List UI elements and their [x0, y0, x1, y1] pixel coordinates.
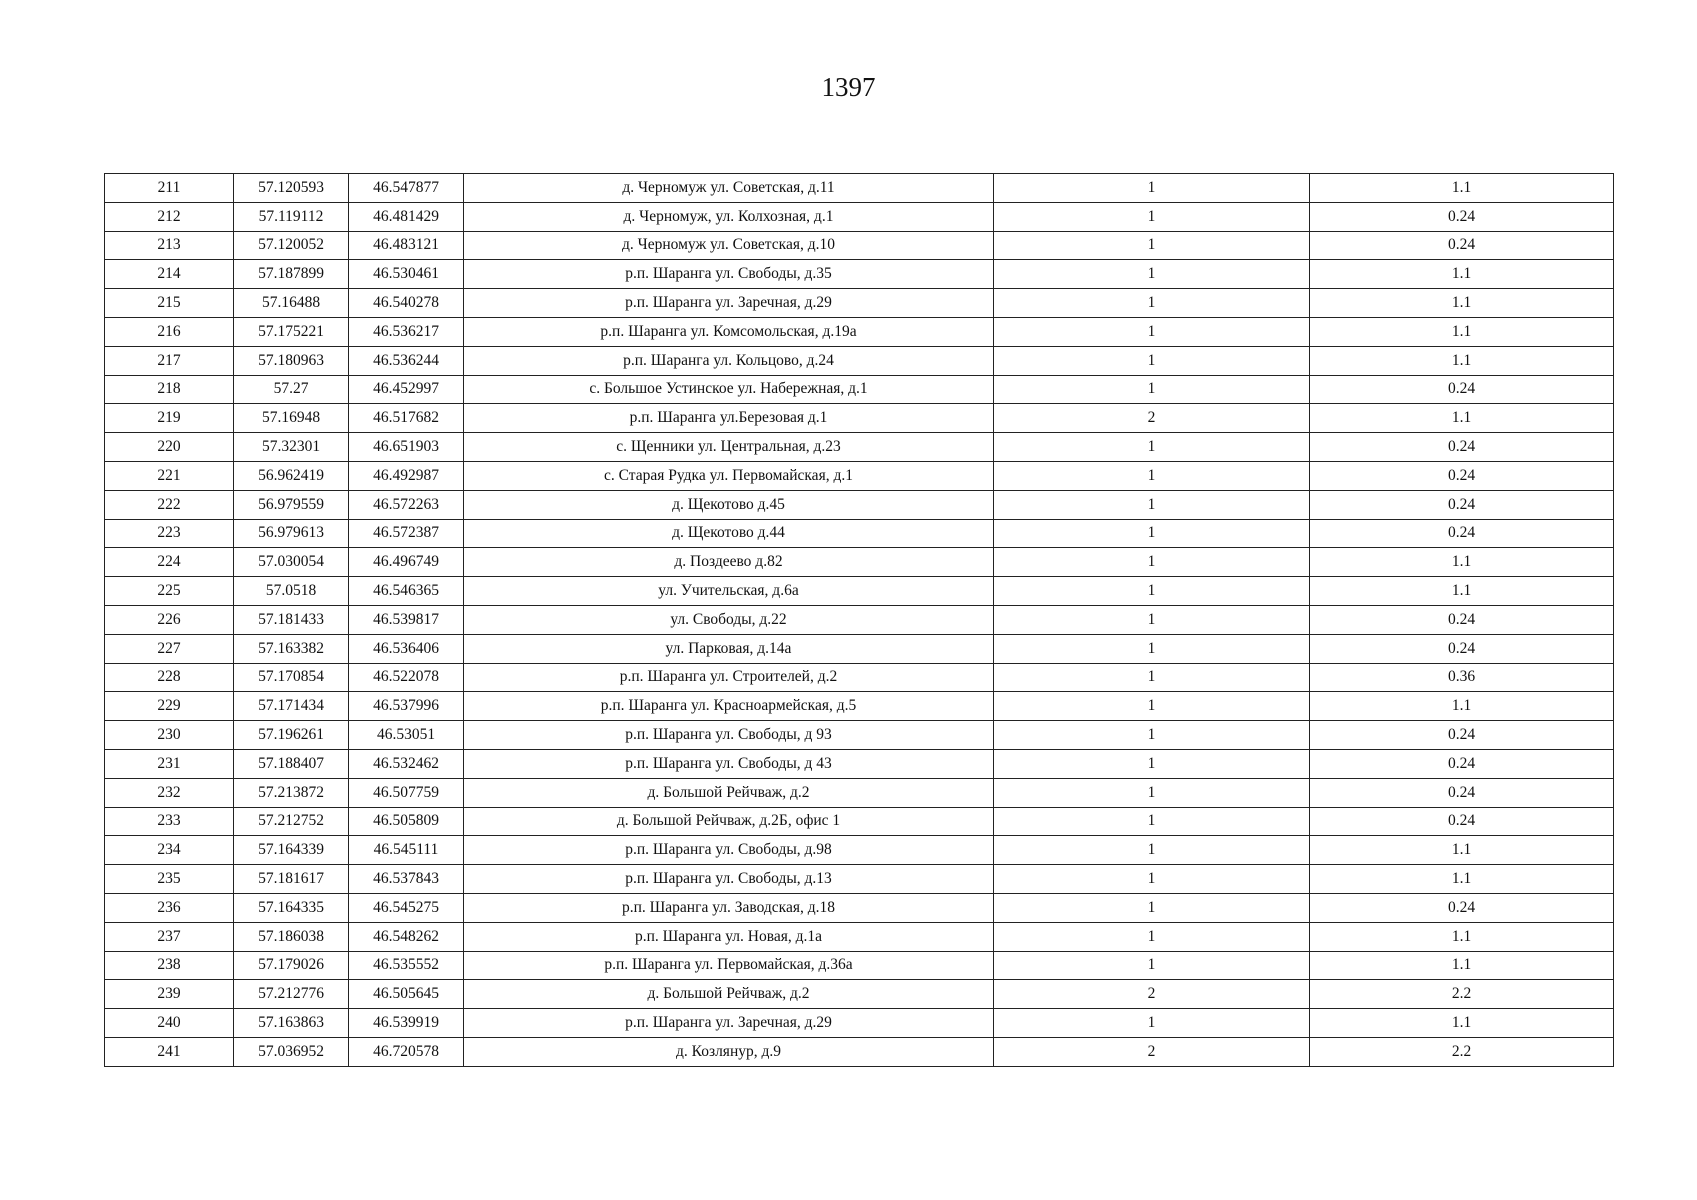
longitude-cell: 46.539919	[349, 1009, 464, 1038]
longitude-cell: 46.522078	[349, 663, 464, 692]
latitude-cell: 57.213872	[234, 778, 349, 807]
latitude-cell: 57.163863	[234, 1009, 349, 1038]
table-row	[105, 721, 1614, 750]
value-cell: 0.24	[1310, 605, 1614, 634]
longitude-cell: 46.507759	[349, 778, 464, 807]
row-number-cell: 216	[105, 317, 234, 346]
count-cell: 1	[994, 317, 1310, 346]
count-cell: 1	[994, 778, 1310, 807]
value-cell: 2.2	[1310, 980, 1614, 1009]
latitude-cell: 57.175221	[234, 317, 349, 346]
data-table	[104, 173, 1614, 1067]
row-number-cell: 238	[105, 951, 234, 980]
count-cell: 1	[994, 346, 1310, 375]
latitude-cell: 57.187899	[234, 260, 349, 289]
latitude-cell: 57.181617	[234, 865, 349, 894]
row-number-cell: 240	[105, 1009, 234, 1038]
table-row	[105, 922, 1614, 951]
latitude-cell: 57.163382	[234, 634, 349, 663]
table-row	[105, 1009, 1614, 1038]
table-row	[105, 980, 1614, 1009]
value-cell: 1.1	[1310, 548, 1614, 577]
latitude-cell: 57.030054	[234, 548, 349, 577]
longitude-cell: 46.546365	[349, 577, 464, 606]
value-cell: 1.1	[1310, 922, 1614, 951]
address-cell: д. Большой Рейчваж, д.2	[464, 778, 994, 807]
count-cell: 2	[994, 404, 1310, 433]
count-cell: 1	[994, 202, 1310, 231]
longitude-cell: 46.452997	[349, 375, 464, 404]
latitude-cell: 57.171434	[234, 692, 349, 721]
count-cell: 1	[994, 893, 1310, 922]
count-cell: 2	[994, 980, 1310, 1009]
latitude-cell: 57.036952	[234, 1037, 349, 1066]
row-number-cell: 221	[105, 461, 234, 490]
row-number-cell: 234	[105, 836, 234, 865]
latitude-cell: 57.170854	[234, 663, 349, 692]
longitude-cell: 46.505809	[349, 807, 464, 836]
value-cell: 1.1	[1310, 865, 1614, 894]
longitude-cell: 46.492987	[349, 461, 464, 490]
table-row	[105, 893, 1614, 922]
table-row	[105, 778, 1614, 807]
count-cell: 1	[994, 174, 1310, 203]
count-cell: 1	[994, 749, 1310, 778]
value-cell: 0.24	[1310, 519, 1614, 548]
address-cell: д. Поздеево д.82	[464, 548, 994, 577]
latitude-cell: 57.119112	[234, 202, 349, 231]
count-cell: 1	[994, 490, 1310, 519]
table-row	[105, 317, 1614, 346]
longitude-cell: 46.548262	[349, 922, 464, 951]
longitude-cell: 46.481429	[349, 202, 464, 231]
row-number-cell: 237	[105, 922, 234, 951]
table-row	[105, 461, 1614, 490]
address-cell: р.п. Шаранга ул. Первомайская, д.36а	[464, 951, 994, 980]
count-cell: 1	[994, 577, 1310, 606]
latitude-cell: 57.0518	[234, 577, 349, 606]
latitude-cell: 56.979613	[234, 519, 349, 548]
latitude-cell: 57.196261	[234, 721, 349, 750]
count-cell: 1	[994, 807, 1310, 836]
address-cell: р.п. Шаранга ул. Красноармейская, д.5	[464, 692, 994, 721]
row-number-cell: 211	[105, 174, 234, 203]
count-cell: 1	[994, 951, 1310, 980]
value-cell: 0.24	[1310, 807, 1614, 836]
latitude-cell: 57.186038	[234, 922, 349, 951]
latitude-cell: 57.179026	[234, 951, 349, 980]
value-cell: 1.1	[1310, 692, 1614, 721]
row-number-cell: 235	[105, 865, 234, 894]
row-number-cell: 227	[105, 634, 234, 663]
row-number-cell: 232	[105, 778, 234, 807]
longitude-cell: 46.505645	[349, 980, 464, 1009]
address-cell: д. Большой Рейчваж, д.2	[464, 980, 994, 1009]
table-row	[105, 634, 1614, 663]
address-cell: с. Старая Рудка ул. Первомайская, д.1	[464, 461, 994, 490]
value-cell: 0.24	[1310, 490, 1614, 519]
latitude-cell: 57.181433	[234, 605, 349, 634]
row-number-cell: 229	[105, 692, 234, 721]
address-cell: д. Щекотово д.45	[464, 490, 994, 519]
page-number: 1397	[821, 72, 876, 102]
table-row	[105, 605, 1614, 634]
longitude-cell: 46.547877	[349, 174, 464, 203]
latitude-cell: 56.979559	[234, 490, 349, 519]
table-row	[105, 231, 1614, 260]
address-cell: р.п. Шаранга ул. Свободы, д.35	[464, 260, 994, 289]
table-row	[105, 202, 1614, 231]
table-row	[105, 375, 1614, 404]
table-row	[105, 433, 1614, 462]
value-cell: 1.1	[1310, 1009, 1614, 1038]
count-cell: 1	[994, 865, 1310, 894]
value-cell: 0.24	[1310, 231, 1614, 260]
latitude-cell: 57.16488	[234, 289, 349, 318]
longitude-cell: 46.536244	[349, 346, 464, 375]
row-number-cell: 222	[105, 490, 234, 519]
address-cell: д. Большой Рейчваж, д.2Б, офис 1	[464, 807, 994, 836]
longitude-cell: 46.532462	[349, 749, 464, 778]
row-number-cell: 230	[105, 721, 234, 750]
address-cell: р.п. Шаранга ул. Заречная, д.29	[464, 289, 994, 318]
longitude-cell: 46.540278	[349, 289, 464, 318]
row-number-cell: 218	[105, 375, 234, 404]
latitude-cell: 57.16948	[234, 404, 349, 433]
address-cell: ул. Свободы, д.22	[464, 605, 994, 634]
address-cell: д. Черномуж ул. Советская, д.10	[464, 231, 994, 260]
count-cell: 1	[994, 721, 1310, 750]
longitude-cell: 46.483121	[349, 231, 464, 260]
longitude-cell: 46.720578	[349, 1037, 464, 1066]
table-row	[105, 836, 1614, 865]
row-number-cell: 241	[105, 1037, 234, 1066]
longitude-cell: 46.536217	[349, 317, 464, 346]
value-cell: 2.2	[1310, 1037, 1614, 1066]
count-cell: 1	[994, 605, 1310, 634]
address-cell: р.п. Шаранга ул.Березовая д.1	[464, 404, 994, 433]
longitude-cell: 46.651903	[349, 433, 464, 462]
table-row	[105, 749, 1614, 778]
value-cell: 1.1	[1310, 289, 1614, 318]
value-cell: 1.1	[1310, 951, 1614, 980]
longitude-cell: 46.539817	[349, 605, 464, 634]
count-cell: 1	[994, 519, 1310, 548]
value-cell: 1.1	[1310, 404, 1614, 433]
value-cell: 0.24	[1310, 433, 1614, 462]
address-cell: д. Щекотово д.44	[464, 519, 994, 548]
count-cell: 1	[994, 289, 1310, 318]
value-cell: 1.1	[1310, 836, 1614, 865]
count-cell: 1	[994, 836, 1310, 865]
value-cell: 0.24	[1310, 893, 1614, 922]
value-cell: 0.24	[1310, 778, 1614, 807]
address-cell: р.п. Шаранга ул. Комсомольская, д.19а	[464, 317, 994, 346]
table-row	[105, 346, 1614, 375]
row-number-cell: 231	[105, 749, 234, 778]
count-cell: 2	[994, 1037, 1310, 1066]
table-row	[105, 519, 1614, 548]
latitude-cell: 57.180963	[234, 346, 349, 375]
table-row	[105, 1037, 1614, 1066]
count-cell: 1	[994, 548, 1310, 577]
value-cell: 1.1	[1310, 317, 1614, 346]
value-cell: 1.1	[1310, 346, 1614, 375]
table-row	[105, 807, 1614, 836]
latitude-cell: 57.188407	[234, 749, 349, 778]
address-cell: р.п. Шаранга ул. Свободы, д.13	[464, 865, 994, 894]
table-row	[105, 951, 1614, 980]
count-cell: 1	[994, 260, 1310, 289]
longitude-cell: 46.545275	[349, 893, 464, 922]
longitude-cell: 46.572263	[349, 490, 464, 519]
row-number-cell: 220	[105, 433, 234, 462]
table-body	[105, 174, 1614, 1067]
latitude-cell: 57.120593	[234, 174, 349, 203]
row-number-cell: 223	[105, 519, 234, 548]
count-cell: 1	[994, 433, 1310, 462]
table-row	[105, 663, 1614, 692]
count-cell: 1	[994, 375, 1310, 404]
count-cell: 1	[994, 663, 1310, 692]
count-cell: 1	[994, 461, 1310, 490]
value-cell: 0.24	[1310, 634, 1614, 663]
address-cell: ул. Учительская, д.6а	[464, 577, 994, 606]
value-cell: 1.1	[1310, 577, 1614, 606]
row-number-cell: 233	[105, 807, 234, 836]
address-cell: д. Черномуж ул. Советская, д.11	[464, 174, 994, 203]
address-cell: с. Большое Устинское ул. Набережная, д.1	[464, 375, 994, 404]
latitude-cell: 57.212776	[234, 980, 349, 1009]
count-cell: 1	[994, 1009, 1310, 1038]
latitude-cell: 57.164335	[234, 893, 349, 922]
address-cell: р.п. Шаранга ул. Строителей, д.2	[464, 663, 994, 692]
row-number-cell: 224	[105, 548, 234, 577]
table-row	[105, 260, 1614, 289]
value-cell: 0.24	[1310, 375, 1614, 404]
row-number-cell: 228	[105, 663, 234, 692]
table-row	[105, 865, 1614, 894]
longitude-cell: 46.517682	[349, 404, 464, 433]
address-cell: д. Козлянур, д.9	[464, 1037, 994, 1066]
row-number-cell: 213	[105, 231, 234, 260]
row-number-cell: 236	[105, 893, 234, 922]
row-number-cell: 212	[105, 202, 234, 231]
count-cell: 1	[994, 692, 1310, 721]
latitude-cell: 57.164339	[234, 836, 349, 865]
longitude-cell: 46.530461	[349, 260, 464, 289]
table-row	[105, 577, 1614, 606]
longitude-cell: 46.536406	[349, 634, 464, 663]
address-cell: ул. Парковая, д.14а	[464, 634, 994, 663]
value-cell: 0.24	[1310, 721, 1614, 750]
value-cell: 0.24	[1310, 202, 1614, 231]
address-cell: р.п. Шаранга ул. Свободы, д.98	[464, 836, 994, 865]
row-number-cell: 214	[105, 260, 234, 289]
address-cell: р.п. Шаранга ул. Заводская, д.18	[464, 893, 994, 922]
value-cell: 0.24	[1310, 461, 1614, 490]
longitude-cell: 46.545111	[349, 836, 464, 865]
address-cell: р.п. Шаранга ул. Новая, д.1а	[464, 922, 994, 951]
table-row	[105, 490, 1614, 519]
value-cell: 0.36	[1310, 663, 1614, 692]
latitude-cell: 57.212752	[234, 807, 349, 836]
address-cell: р.п. Шаранга ул. Кольцово, д.24	[464, 346, 994, 375]
latitude-cell: 56.962419	[234, 461, 349, 490]
longitude-cell: 46.537996	[349, 692, 464, 721]
table-row	[105, 289, 1614, 318]
row-number-cell: 225	[105, 577, 234, 606]
count-cell: 1	[994, 634, 1310, 663]
longitude-cell: 46.496749	[349, 548, 464, 577]
row-number-cell: 215	[105, 289, 234, 318]
value-cell: 1.1	[1310, 260, 1614, 289]
count-cell: 1	[994, 231, 1310, 260]
longitude-cell: 46.53051	[349, 721, 464, 750]
longitude-cell: 46.535552	[349, 951, 464, 980]
row-number-cell: 217	[105, 346, 234, 375]
row-number-cell: 239	[105, 980, 234, 1009]
table-row	[105, 692, 1614, 721]
table-row	[105, 404, 1614, 433]
latitude-cell: 57.32301	[234, 433, 349, 462]
latitude-cell: 57.27	[234, 375, 349, 404]
address-cell: д. Черномуж, ул. Колхозная, д.1	[464, 202, 994, 231]
address-cell: р.п. Шаранга ул. Свободы, д 43	[464, 749, 994, 778]
count-cell: 1	[994, 922, 1310, 951]
longitude-cell: 46.537843	[349, 865, 464, 894]
table-row	[105, 174, 1614, 203]
address-cell: с. Щенники ул. Центральная, д.23	[464, 433, 994, 462]
latitude-cell: 57.120052	[234, 231, 349, 260]
address-cell: р.п. Шаранга ул. Свободы, д 93	[464, 721, 994, 750]
row-number-cell: 219	[105, 404, 234, 433]
longitude-cell: 46.572387	[349, 519, 464, 548]
table-row	[105, 548, 1614, 577]
value-cell: 1.1	[1310, 174, 1614, 203]
address-cell: р.п. Шаранга ул. Заречная, д.29	[464, 1009, 994, 1038]
row-number-cell: 226	[105, 605, 234, 634]
value-cell: 0.24	[1310, 749, 1614, 778]
